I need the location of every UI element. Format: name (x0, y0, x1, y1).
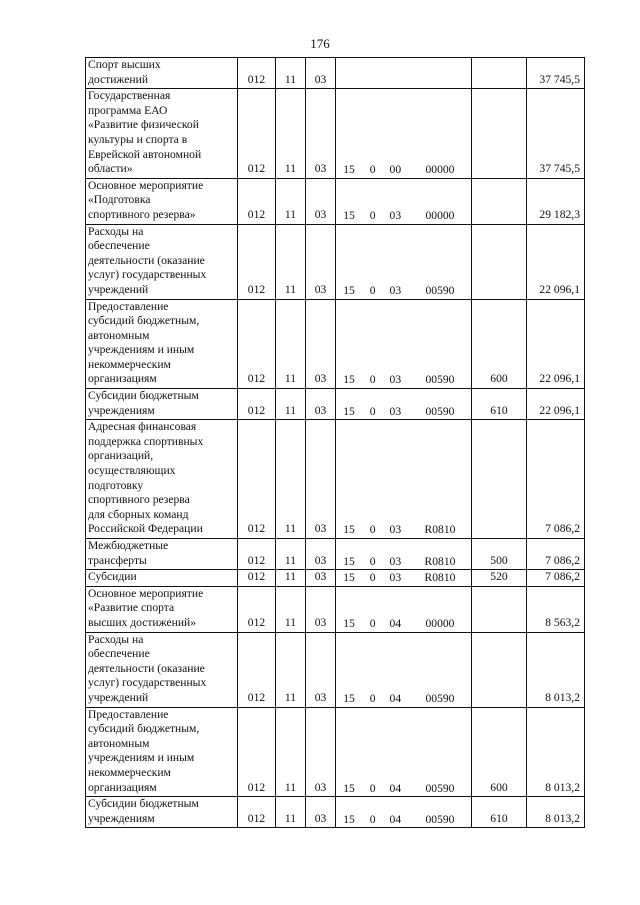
page-number: 176 (310, 36, 330, 51)
table-row (86, 389, 585, 420)
program-code-part: 15 (343, 812, 355, 826)
expense-name-line: трансферты (88, 553, 147, 567)
expense-name-line: для сборных команд (88, 507, 189, 521)
program-code-part: 15 (343, 571, 355, 585)
program-code-part: 15 (343, 283, 355, 297)
amount-cell: 8 013,2 (527, 797, 585, 828)
amount-cell: 7 086,2 (527, 570, 585, 587)
expense-type-cell (472, 89, 527, 179)
program-code-part: 04 (389, 781, 402, 795)
section-code-cell: 11 (276, 797, 306, 828)
program-code-part: 15 (343, 554, 355, 568)
table-row (86, 586, 585, 632)
table-row (86, 178, 585, 224)
expense-name-line: Государственная (88, 89, 171, 103)
section-code-cell: 11 (276, 89, 306, 179)
expense-name-line: Субсидии (88, 570, 137, 584)
program-code-cell (336, 707, 472, 797)
table-row (86, 420, 585, 539)
expense-name-line: культуры и спорта в (88, 132, 188, 146)
expense-name-line: учреждений (88, 690, 149, 704)
subsection-code-cell: 03 (306, 299, 336, 389)
expense-name-line: учреждениям (88, 403, 155, 417)
expense-name-line: услуг) государственных (88, 268, 207, 282)
expense-name-line: организаций, (88, 449, 154, 463)
subsection-code-cell: 03 (306, 797, 336, 828)
program-code-cell (336, 420, 472, 539)
subsection-code-cell: 03 (306, 570, 336, 587)
expense-name-cell (86, 539, 238, 570)
expense-name-line: организациям (88, 372, 157, 386)
expense-type-cell: 610 (472, 797, 527, 828)
program-code-cell (336, 224, 472, 299)
program-code-part: 04 (389, 616, 402, 630)
section-code-cell: 11 (276, 389, 306, 420)
program-code-part: 04 (389, 691, 402, 705)
ministry-code-cell: 012 (238, 299, 276, 389)
subsection-code-cell: 03 (306, 389, 336, 420)
expense-name-line: учреждений (88, 282, 149, 296)
section-code-cell: 11 (276, 299, 306, 389)
expense-type-cell: 600 (472, 299, 527, 389)
program-code-part: 03 (389, 554, 402, 568)
program-code-part: 00590 (425, 373, 455, 387)
program-code-part: 15 (343, 781, 355, 795)
amount-cell: 8 563,2 (527, 586, 585, 632)
section-code-cell: 11 (276, 570, 306, 587)
expense-name-cell (86, 797, 238, 828)
program-code-part: 0 (369, 373, 376, 387)
expense-name-line: учреждениям и иным (88, 343, 195, 357)
expense-name-line: деятельности (оказание (88, 661, 205, 675)
expense-name-line: «Развитие спорта (88, 601, 175, 615)
expense-name-line: Российской Федерации (88, 522, 203, 536)
expense-type-cell (472, 632, 527, 707)
ministry-code-cell: 012 (238, 224, 276, 299)
expense-name-line: автономным (88, 328, 150, 342)
amount-cell: 37 745,5 (527, 89, 585, 179)
expense-name-cell (86, 570, 238, 587)
subsection-code-cell: 03 (306, 58, 336, 89)
subsection-code-cell: 03 (306, 224, 336, 299)
expense-name-line: Адресная финансовая (88, 420, 197, 434)
amount-cell: 22 096,1 (527, 389, 585, 420)
expense-name-cell (86, 420, 238, 539)
expense-name-cell (86, 178, 238, 224)
program-code-cell (336, 178, 472, 224)
expense-name-line: высших достижений» (88, 615, 197, 629)
program-code-part: 0 (369, 404, 376, 418)
expense-name-cell (86, 299, 238, 389)
program-code-part: 0 (369, 523, 376, 537)
expense-type-cell: 520 (472, 570, 527, 587)
expense-name-cell (86, 707, 238, 797)
expense-name-cell (86, 632, 238, 707)
subsection-code-cell: 03 (306, 586, 336, 632)
table-row (86, 707, 585, 797)
program-code-part: 00 (389, 163, 402, 177)
expense-type-cell: 500 (472, 539, 527, 570)
table-row (86, 570, 585, 587)
program-code-part: 00590 (425, 812, 455, 826)
program-code-part: 03 (389, 208, 402, 222)
expense-name-line: достижений (88, 72, 149, 86)
program-code-part: 0 (369, 691, 376, 705)
ministry-code-cell: 012 (238, 420, 276, 539)
section-code-cell: 11 (276, 632, 306, 707)
expense-name-line: программа ЕАО (88, 103, 168, 117)
expense-type-cell: 600 (472, 707, 527, 797)
amount-cell: 22 096,1 (527, 224, 585, 299)
program-code-part: R0810 (424, 571, 456, 585)
expense-name-line: автономным (88, 736, 150, 750)
expense-type-cell (472, 58, 527, 89)
expense-name-line: осуществляющих (88, 464, 176, 478)
table-row (86, 797, 585, 828)
ministry-code-cell: 012 (238, 89, 276, 179)
program-code-part: 15 (343, 616, 355, 630)
program-code-part: 0 (369, 812, 376, 826)
program-code-part: 0 (369, 616, 376, 630)
expense-name-cell (86, 586, 238, 632)
section-code-cell: 11 (276, 420, 306, 539)
budget-table-body (86, 58, 585, 828)
expense-name-cell (86, 389, 238, 420)
expense-name-line: «Развитие физической (88, 118, 199, 132)
section-code-cell: 11 (276, 586, 306, 632)
program-code-part: 03 (389, 523, 402, 537)
table-row (86, 58, 585, 89)
program-code-part: 15 (343, 523, 355, 537)
program-code-part: 0 (369, 554, 376, 568)
expense-name-line: некоммерческим (88, 357, 171, 371)
program-code-part: R0810 (424, 554, 456, 568)
program-code-part: R0810 (424, 523, 456, 537)
subsection-code-cell: 03 (306, 707, 336, 797)
program-code-part: 15 (343, 373, 355, 387)
expense-name-line: Субсидии бюджетным (88, 797, 199, 811)
expense-name-line: Еврейской автономной (88, 147, 202, 161)
amount-cell: 37 745,5 (527, 58, 585, 89)
expense-name-line: Предоставление (88, 707, 169, 721)
expense-name-line: субсидий бюджетным, (88, 722, 200, 736)
ministry-code-cell: 012 (238, 58, 276, 89)
subsection-code-cell: 03 (306, 420, 336, 539)
program-code-part: 15 (343, 208, 355, 222)
ministry-code-cell: 012 (238, 539, 276, 570)
program-code-part: 15 (343, 404, 355, 418)
program-code-part: 00590 (425, 691, 455, 705)
amount-cell: 7 086,2 (527, 539, 585, 570)
expense-name-line: Основное мероприятие (88, 178, 204, 192)
section-code-cell: 11 (276, 539, 306, 570)
ministry-code-cell: 012 (238, 632, 276, 707)
program-code-part: 03 (389, 373, 402, 387)
program-code-part: 00000 (425, 208, 455, 222)
section-code-cell: 11 (276, 178, 306, 224)
subsection-code-cell: 03 (306, 632, 336, 707)
expense-type-cell: 610 (472, 389, 527, 420)
program-code-part: 0 (369, 283, 376, 297)
ministry-code-cell: 012 (238, 797, 276, 828)
expense-name-cell (86, 224, 238, 299)
program-code-part: 0 (369, 571, 376, 585)
program-code-part: 0 (369, 163, 376, 177)
expense-name-line: некоммерческим (88, 765, 171, 779)
expense-name-line: деятельности (оказание (88, 253, 205, 267)
program-code-cell (336, 58, 472, 89)
ministry-code-cell: 012 (238, 178, 276, 224)
program-code-part: 00590 (425, 283, 455, 297)
expense-name-line: Основное мероприятие (88, 586, 204, 600)
ministry-code-cell: 012 (238, 586, 276, 632)
expense-type-cell (472, 586, 527, 632)
expense-name-line: «Подготовка (88, 193, 151, 207)
expense-name-line: подготовку (88, 478, 144, 492)
section-code-cell: 11 (276, 224, 306, 299)
program-code-part: 00000 (425, 163, 455, 177)
ministry-code-cell: 012 (238, 707, 276, 797)
program-code-cell (336, 586, 472, 632)
amount-cell: 8 013,2 (527, 707, 585, 797)
table-row (86, 632, 585, 707)
expense-name-line: Расходы на (88, 224, 144, 238)
expense-name-cell (86, 89, 238, 179)
program-code-cell (336, 299, 472, 389)
expense-name-line: организациям (88, 780, 157, 794)
table-row (86, 539, 585, 570)
ministry-code-cell: 012 (238, 389, 276, 420)
program-code-cell (336, 570, 472, 587)
expense-name-line: учреждениям (88, 811, 155, 825)
program-code-part: 15 (343, 691, 355, 705)
program-code-part: 0 (369, 781, 376, 795)
expense-name-line: спортивного резерва (88, 493, 190, 507)
expense-name-line: спортивного резерва» (88, 207, 196, 221)
program-code-cell (336, 797, 472, 828)
expense-type-cell (472, 178, 527, 224)
expense-name-line: Межбюджетные (88, 539, 169, 552)
table-row (86, 224, 585, 299)
program-code-part: 00590 (425, 404, 455, 418)
section-code-cell: 11 (276, 707, 306, 797)
budget-table (85, 57, 585, 828)
expense-name-line: Спорт высших (88, 58, 161, 71)
program-code-part: 00590 (425, 781, 455, 795)
subsection-code-cell: 03 (306, 178, 336, 224)
expense-name-line: области» (88, 162, 133, 176)
program-code-part: 03 (389, 571, 402, 585)
program-code-cell (336, 539, 472, 570)
program-code-cell (336, 632, 472, 707)
table-row (86, 299, 585, 389)
program-code-part: 00000 (425, 616, 455, 630)
expense-name-line: учреждениям и иным (88, 751, 195, 765)
expense-name-line: Субсидии бюджетным (88, 389, 199, 403)
amount-cell: 7 086,2 (527, 420, 585, 539)
expense-type-cell (472, 420, 527, 539)
expense-name-line: обеспечение (88, 239, 150, 253)
program-code-cell (336, 389, 472, 420)
expense-name-cell (86, 58, 238, 89)
subsection-code-cell: 03 (306, 539, 336, 570)
program-code-part: 03 (389, 283, 402, 297)
program-code-part: 0 (369, 208, 376, 222)
section-code-cell: 11 (276, 58, 306, 89)
table-row (86, 89, 585, 179)
expense-name-line: услуг) государственных (88, 676, 207, 690)
amount-cell: 8 013,2 (527, 632, 585, 707)
amount-cell: 29 182,3 (527, 178, 585, 224)
program-code-part: 15 (343, 163, 355, 177)
program-code-part: 04 (389, 812, 402, 826)
expense-name-line: поддержка спортивных (88, 434, 204, 448)
amount-cell: 22 096,1 (527, 299, 585, 389)
program-code-cell (336, 89, 472, 179)
expense-name-line: субсидий бюджетным, (88, 314, 200, 328)
expense-type-cell (472, 224, 527, 299)
program-code-part: 03 (389, 404, 402, 418)
expense-name-line: обеспечение (88, 647, 150, 661)
subsection-code-cell: 03 (306, 89, 336, 179)
expense-name-line: Предоставление (88, 299, 169, 313)
expense-name-line: Расходы на (88, 632, 144, 646)
ministry-code-cell: 012 (238, 570, 276, 587)
